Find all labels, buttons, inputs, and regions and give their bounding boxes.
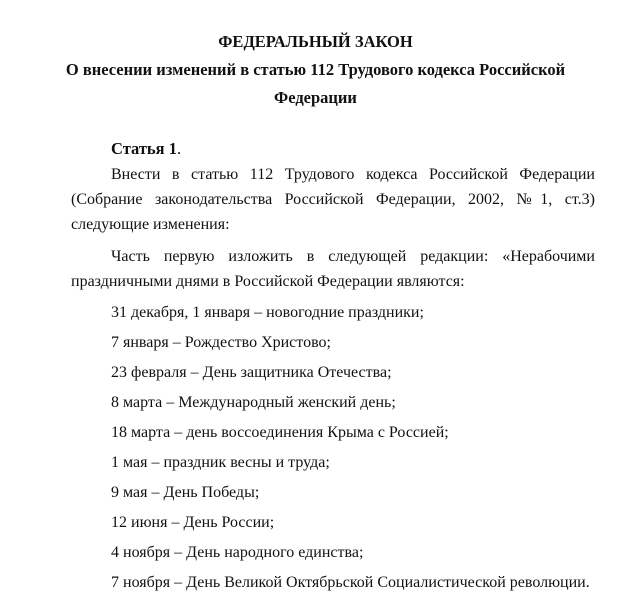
holiday-item: 8 марта – Международный женский день;: [111, 394, 396, 411]
law-subtitle-line-1: О внесении изменений в статью 112 Трудового кодекса Российской: [65, 60, 566, 79]
holiday-list: [111, 298, 590, 598]
holiday-item: 4 ноября – День народного единства;: [111, 544, 364, 561]
paragraph-amendment-intro: Внести в статью 112 Трудового кодекса Российской Федерации (Собрание законодательства Российской Федерации, 2002, №1, ст.3) следующие изменения:: [71, 166, 595, 233]
holiday-item: 23 февраля – День защитника Отечества;: [111, 364, 392, 381]
law-subtitle-line-2: Федерации: [274, 88, 357, 107]
law-title: ФЕДЕРАЛЬНЫЙ ЗАКОН: [218, 32, 413, 51]
holiday-item: 12 июня – День России;: [111, 514, 275, 531]
holiday-item: 7 января – Рождество Христово;: [111, 334, 331, 351]
holiday-item: 31 декабря, 1 января – новогодние праздники;: [111, 304, 424, 321]
holiday-item: 7 ноября – День Великой Октябрьской Социалистической революции.: [111, 574, 590, 591]
article-label: Статья 1: [111, 139, 177, 158]
holiday-item: 9 мая – День Победы;: [111, 484, 260, 501]
paragraph-new-wording: Часть первую изложить в следующей редакции: «Нерабочими праздничными днями в Российской Федерации являются:: [71, 248, 595, 290]
holiday-item: 18 марта – день воссоединения Крыма с Россией;: [111, 424, 449, 441]
article-heading: [111, 139, 181, 159]
holiday-item: 1 мая – праздник весны и труда;: [111, 454, 330, 471]
article-suffix: .: [176, 139, 182, 158]
